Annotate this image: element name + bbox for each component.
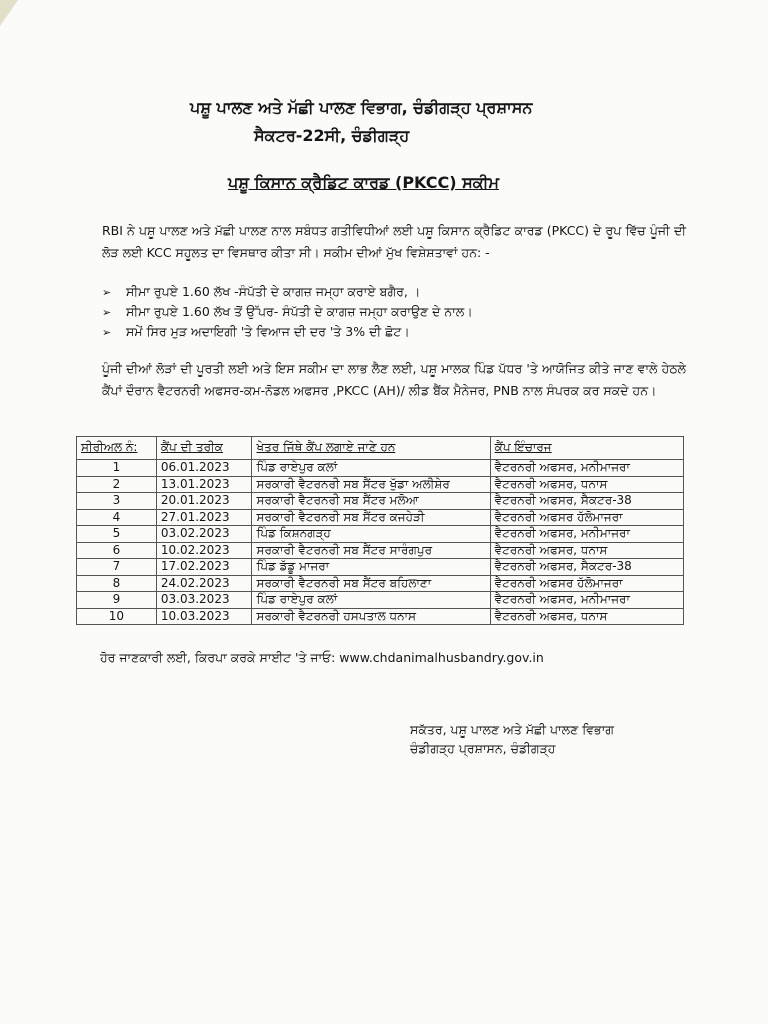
cell-date: 24.02.2023	[156, 575, 252, 592]
cell-area: ਸਰਕਾਰੀ ਵੈਟਰਨਰੀ ਸਬ ਸੈਂਟਰ ਬਹਿਲਾਣਾ	[252, 575, 490, 592]
contact-paragraph: ਪੂੰਜੀ ਦੀਆਂ ਲੋੜਾਂ ਦੀ ਪੂਰਤੀ ਲਈ ਅਤੇ ਇਸ ਸਕੀਮ ਦਾ ਲਾਭ ਲੈਣ ਲਈ, ਪਸ਼ੂ ਮਾਲਕ ਪਿੰਡ ਪੱਧਰ 'ਤੇ ਆਯੋਜਿਤ ਕੀਤੇ ਜਾਣ ਵਾਲੇ ਹੇਠਲੇ ਕੈਂਪਾਂ ਦੌਰਾਨ ਵੈਟਰਨਰੀ ਅਫਸਰ-ਕਮ-ਨੋਡਲ ਅਫਸਰ ,PKCC (AH)/ ਲੀਡ ਬੈਂਕ ਮੈਨੇਜਰ, PNB ਨਾਲ ਸੰਪਰਕ ਕਰ ਸਕਦੇ ਹਨ।	[102, 361, 686, 398]
cell-serial: 10	[77, 608, 157, 625]
page-corner-mark	[0, 0, 18, 26]
cell-incharge: ਵੈਟਰਨਰੀ ਅਫਸਰ, ਧਨਾਸ	[490, 542, 683, 559]
cell-area: ਪਿੰਡ ਕਿਸ਼ਨਗੜ੍ਹ	[252, 526, 490, 543]
table-row	[77, 542, 684, 559]
features-list	[102, 284, 662, 344]
cell-date: 20.01.2023	[156, 493, 252, 510]
cell-date: 10.02.2023	[156, 542, 252, 559]
cell-serial: 3	[77, 493, 157, 510]
arrow-bullet-icon: ➢	[102, 306, 112, 319]
table-row	[77, 476, 684, 493]
cell-date: 17.02.2023	[156, 559, 252, 576]
cell-date: 13.01.2023	[156, 476, 252, 493]
department-address: ਸੈਕਟਰ-22ਸੀ, ਚੰਡੀਗੜ੍ਹ	[254, 126, 410, 145]
department-heading: ਪਸ਼ੂ ਪਾਲਣ ਅਤੇ ਮੱਛੀ ਪਾਲਣ ਵਿਭਾਗ, ਚੰਡੀਗੜ੍ਹ ਪ੍ਰਸ਼ਾਸਨ	[190, 98, 533, 117]
cell-serial: 4	[77, 509, 157, 526]
more-info-line: ਹੋਰ ਜਾਣਕਾਰੀ ਲਈ, ਕਿਰਪਾ ਕਰਕੇ ਸਾਈਟ 'ਤੇ ਜਾਓ: www.chdanimalhusbandry.gov.in	[100, 650, 544, 665]
cell-incharge: ਵੈਟਰਨਰੀ ਅਫਸਰ ਹੱਲੋਮਾਜਰਾ	[490, 509, 683, 526]
cell-area: ਸਰਕਾਰੀ ਵੈਟਰਨਰੀ ਹਸਪਤਾਲ ਧਨਾਸ	[252, 608, 490, 625]
cell-date: 06.01.2023	[156, 460, 252, 477]
table-row	[77, 460, 684, 477]
feature-text: ਸੀਮਾ ਰੁਪਏ 1.60 ਲੱਖ -ਸੰਪੱਤੀ ਦੇ ਕਾਗਜ਼ ਜਮ੍ਹਾ ਕਰਾਏ ਬਗੈਰ, ।	[126, 284, 421, 299]
cell-serial: 5	[77, 526, 157, 543]
header-area: ਖੇਤਰ ਜਿੱਥੇ ਕੈਂਪ ਲਗਾਏ ਜਾਣੇ ਹਨ	[252, 437, 490, 460]
table-header-row	[77, 437, 684, 460]
cell-date: 03.03.2023	[156, 592, 252, 609]
cell-incharge: ਵੈਟਰਨਰੀ ਅਫਸਰ, ਧਨਾਸ	[490, 476, 683, 493]
cell-incharge: ਵੈਟਰਨਰੀ ਅਫਸਰ, ਮਨੀਮਾਜਰਾ	[490, 526, 683, 543]
cell-area: ਪਿੰਡ ਰਾਏਪੁਰ ਕਲਾਂ	[252, 460, 490, 477]
table-row	[77, 559, 684, 576]
arrow-bullet-icon: ➢	[102, 286, 112, 299]
cell-serial: 7	[77, 559, 157, 576]
cell-area: ਸਰਕਾਰੀ ਵੈਟਰਨਰੀ ਸਬ ਸੈਂਟਰ ਕਜਹੇੜੀ	[252, 509, 490, 526]
cell-serial: 2	[77, 476, 157, 493]
header-date: ਕੈਂਪ ਦੀ ਤਰੀਕ	[156, 437, 252, 460]
cell-incharge: ਵੈਟਰਨਰੀ ਅਫਸਰ, ਧਨਾਸ	[490, 608, 683, 625]
signatory-designation: ਸਕੱਤਰ, ਪਸ਼ੂ ਪਾਲਣ ਅਤੇ ਮੱਛੀ ਪਾਲਣ ਵਿਭਾਗ	[410, 722, 614, 737]
scheme-title: ਪਸ਼ੂ ਕਿਸਾਨ ਕ੍ਰੈਡਿਟ ਕਾਰਡ (PKCC) ਸਕੀਮ	[228, 173, 499, 192]
cell-serial: 8	[77, 575, 157, 592]
table-row	[77, 592, 684, 609]
table-row	[77, 608, 684, 625]
feature-text: ਸੀਮਾ ਰੁਪਏ 1.60 ਲੱਖ ਤੋਂ ਉੱਪਰ- ਸੰਪੱਤੀ ਦੇ ਕਾਗਜ਼ ਜਮ੍ਹਾ ਕਰਾਉਣ ਦੇ ਨਾਲ।	[126, 304, 473, 319]
cell-date: 10.03.2023	[156, 608, 252, 625]
cell-incharge: ਵੈਟਰਨਰੀ ਅਫਸਰ, ਸੈਕਟਰ-38	[490, 493, 683, 510]
cell-area: ਸਰਕਾਰੀ ਵੈਟਰਨਰੀ ਸਬ ਸੈਂਟਰ ਖੁੱਡਾ ਅਲੀਸ਼ੇਰ	[252, 476, 490, 493]
header-incharge: ਕੈਂਪ ਇੰਚਾਰਜ	[490, 437, 683, 460]
feature-item	[102, 304, 662, 324]
table-row	[77, 509, 684, 526]
cell-area: ਪਿੰਡ ਡੱਡੂ ਮਾਜਰਾ	[252, 559, 490, 576]
feature-item	[102, 284, 662, 304]
cell-date: 27.01.2023	[156, 509, 252, 526]
cell-serial: 6	[77, 542, 157, 559]
table-row	[77, 575, 684, 592]
cell-incharge: ਵੈਟਰਨਰੀ ਅਫਸਰ, ਮਨੀਮਾਜਰਾ	[490, 592, 683, 609]
feature-text: ਸਮੇਂ ਸਿਰ ਮੁੜ ਅਦਾਇਗੀ 'ਤੇ ਵਿਆਜ ਦੀ ਦਰ 'ਤੇ 3% ਦੀ ਛੋਟ।	[126, 324, 410, 339]
cell-area: ਪਿੰਡ ਰਾਏਪੁਰ ਕਲਾਂ	[252, 592, 490, 609]
cell-area: ਸਰਕਾਰੀ ਵੈਟਰਨਰੀ ਸਬ ਸੈਂਟਰ ਮਲੋਆ	[252, 493, 490, 510]
cell-incharge: ਵੈਟਰਨਰੀ ਅਫਸਰ, ਸੈਕਟਰ-38	[490, 559, 683, 576]
table-row	[77, 493, 684, 510]
arrow-bullet-icon: ➢	[102, 326, 112, 339]
cell-date: 03.02.2023	[156, 526, 252, 543]
header-serial: ਸੀਰੀਅਲ ਨੰ:	[77, 437, 157, 460]
cell-incharge: ਵੈਟਰਨਰੀ ਅਫਸਰ ਹੱਲੋਮਾਜਰਾ	[490, 575, 683, 592]
table-row	[77, 526, 684, 543]
cell-serial: 9	[77, 592, 157, 609]
cell-area: ਸਰਕਾਰੀ ਵੈਟਰਨਰੀ ਸਬ ਸੈਂਟਰ ਸਾਰੰਗਪੁਰ	[252, 542, 490, 559]
intro-paragraph: RBI ਨੇ ਪਸ਼ੂ ਪਾਲਣ ਅਤੇ ਮੱਛੀ ਪਾਲਣ ਨਾਲ ਸਬੰਧਤ ਗਤੀਵਿਧੀਆਂ ਲਈ ਪਸ਼ੂ ਕਿਸਾਨ ਕ੍ਰੈਡਿਟ ਕਾਰਡ (PKCC) ਦੇ ਰੂਪ ਵਿੱਚ ਪੂੰਜੀ ਦੀ ਲੋੜ ਲਈ KCC ਸਹੂਲਤ ਦਾ ਵਿਸਥਾਰ ਕੀਤਾ ਸੀ। ਸਕੀਮ ਦੀਆਂ ਮੁੱਖ ਵਿਸ਼ੇਸ਼ਤਾਵਾਂ ਹਨ: -	[102, 223, 686, 260]
camp-schedule-table	[76, 436, 684, 625]
signatory-office: ਚੰਡੀਗੜ੍ਹ ਪ੍ਰਸ਼ਾਸਨ, ਚੰਡੀਗੜ੍ਹ	[410, 741, 556, 756]
cell-incharge: ਵੈਟਰਨਰੀ ਅਫਸਰ, ਮਨੀਮਾਜਰਾ	[490, 460, 683, 477]
cell-serial: 1	[77, 460, 157, 477]
feature-item	[102, 324, 662, 344]
